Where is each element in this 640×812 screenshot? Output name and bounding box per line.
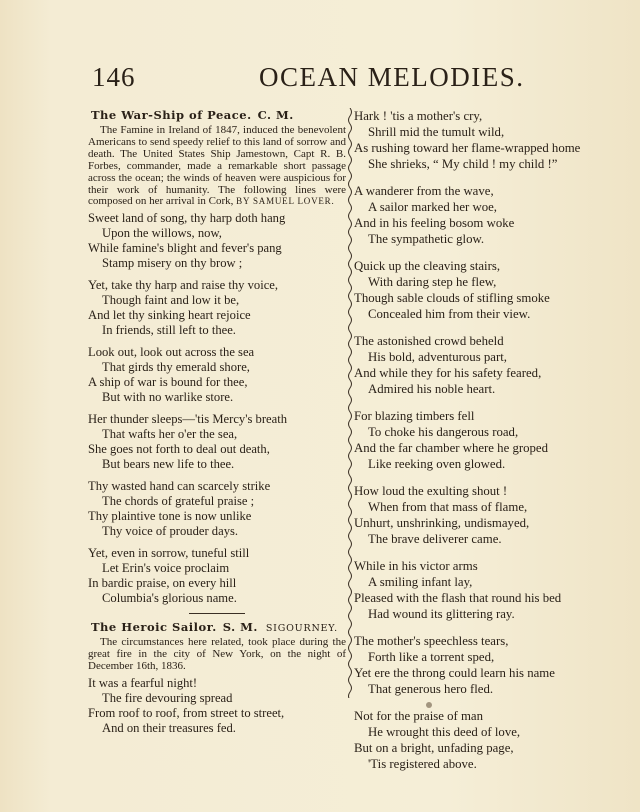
verse-line: Though faint and low it be, bbox=[102, 293, 240, 308]
stanza bbox=[88, 546, 346, 606]
stanza bbox=[354, 708, 626, 772]
verse-line: But bears new life to thee. bbox=[102, 457, 235, 472]
poem2-heading bbox=[91, 620, 346, 634]
verse-line: That girds thy emerald shore, bbox=[102, 360, 250, 375]
ink-spot bbox=[426, 702, 432, 708]
verse-line: Sweet land of song, thy harp doth hang bbox=[88, 211, 286, 226]
verse-line: Had wound its glittering ray. bbox=[368, 607, 515, 621]
verse-line: Forth like a torrent sped, bbox=[368, 650, 495, 664]
poem2-body-left bbox=[88, 676, 346, 736]
column-divider bbox=[346, 108, 354, 698]
verse-line: Not for the praise of man bbox=[354, 709, 483, 723]
verse-line: Pleased with the flash that round his bed bbox=[354, 591, 562, 605]
right-column bbox=[354, 108, 626, 783]
verse-line: For blazing timbers fell bbox=[354, 409, 475, 423]
verse-line: 'Tis registered above. bbox=[368, 757, 477, 771]
verse-line: From roof to roof, from street to street, bbox=[88, 706, 285, 721]
left-column bbox=[88, 108, 346, 743]
running-title: OCEAN MELODIES. bbox=[259, 62, 525, 92]
poem1-note-text: The Famine in Ireland of 1847, induced the benevolent Americans to send speedy relief to this land of sorrow and death. The United States Ship Jamestown, Capt R. B. Forbes, commander, made a remarkable short passage across the ocean; the winds of heaven were auspicious for their work of humanity. The following lines were composed on her arrival in Cork, bbox=[88, 124, 346, 208]
verse-line: Yet, even in sorrow, tuneful still bbox=[88, 546, 250, 561]
verse-line: Upon the willows, now, bbox=[102, 226, 222, 241]
stanza bbox=[354, 633, 626, 697]
stanza bbox=[88, 211, 346, 271]
verse-line: That wafts her o'er the sea, bbox=[102, 427, 238, 442]
stanza bbox=[354, 258, 626, 322]
verse-line: The brave deliverer came. bbox=[368, 532, 502, 546]
verse-line: That generous hero fled. bbox=[368, 682, 494, 696]
verse-line: And while they for his safety feared, bbox=[354, 366, 542, 380]
stanza bbox=[88, 412, 346, 472]
verse-line: A wanderer from the wave, bbox=[354, 184, 494, 198]
stanza bbox=[88, 676, 346, 736]
verse-line: Hark ! 'tis a mother's cry, bbox=[354, 109, 483, 123]
verse-line: A ship of war is bound for thee, bbox=[88, 375, 248, 390]
verse-line: Thy voice of prouder days. bbox=[102, 524, 239, 539]
stanza bbox=[354, 483, 626, 547]
verse-line: Let Erin's voice proclaim bbox=[102, 561, 230, 576]
verse-line: She shrieks, “ My child ! my child !” bbox=[368, 157, 558, 171]
verse-line: The mother's speechless tears, bbox=[354, 634, 509, 648]
verse-line: In friends, still left to thee. bbox=[102, 323, 236, 338]
verse-line: How loud the exulting shout ! bbox=[354, 484, 508, 498]
verse-line: While famine's blight and fever's pang bbox=[88, 241, 282, 256]
verse-line: His bold, adventurous part, bbox=[368, 350, 507, 364]
poem1-body bbox=[88, 211, 346, 606]
verse-line: As rushing toward her flame-wrapped home bbox=[354, 141, 581, 155]
stanza bbox=[354, 558, 626, 622]
verse-line: A sailor marked her woe, bbox=[368, 200, 497, 214]
poem2-meter: S. M. bbox=[222, 620, 258, 635]
verse-line: But on a bright, unfading page, bbox=[354, 741, 514, 755]
verse-line: Columbia's glorious name. bbox=[102, 591, 237, 606]
section-divider-rule bbox=[189, 613, 245, 614]
poem1-title: The War-Ship of Peace. bbox=[91, 108, 252, 122]
stanza bbox=[88, 278, 346, 338]
verse-line: The sympathetic glow. bbox=[368, 232, 485, 246]
page-number: 146 bbox=[92, 62, 136, 92]
verse-line: The fire devouring spread bbox=[102, 691, 233, 706]
poem2-author: SIGOURNEY. bbox=[265, 623, 338, 635]
verse-line: Thy wasted hand can scarcely strike bbox=[88, 479, 271, 494]
verse-line: Though sable clouds of stifling smoke bbox=[354, 291, 550, 305]
verse-line: The chords of grateful praise ; bbox=[102, 494, 255, 509]
verse-line: Unhurt, unshrinking, undismayed, bbox=[354, 516, 530, 530]
verse-line: And in his feeling bosom woke bbox=[354, 216, 515, 230]
verse-line: Concealed him from their view. bbox=[368, 307, 531, 321]
verse-line: Shrill mid the tumult wild, bbox=[368, 125, 505, 139]
poem1-heading bbox=[91, 108, 346, 122]
verse-line: And the far chamber where he groped bbox=[354, 441, 548, 455]
poem1-meter: C. M. bbox=[257, 108, 294, 122]
verse-line: The astonished crowd beheld bbox=[354, 334, 504, 348]
stanza bbox=[88, 345, 346, 405]
verse-line: Quick up the cleaving stairs, bbox=[354, 259, 501, 273]
poem2-body-right bbox=[354, 108, 626, 772]
stanza bbox=[354, 333, 626, 397]
verse-line: Like reeking oven glowed. bbox=[368, 457, 506, 471]
poem1-byline: BY SAMUEL LOVER. bbox=[236, 196, 335, 207]
stanza bbox=[354, 183, 626, 247]
verse-line: In bardic praise, on every hill bbox=[88, 576, 237, 591]
verse-line: But with no warlike store. bbox=[102, 390, 234, 405]
stanza bbox=[354, 108, 626, 172]
poem2-headnote: The circumstances here related, took place during the great fire in the city of New York, on the night of December 16th, 1836. bbox=[88, 636, 346, 673]
verse-line: He wrought this deed of love, bbox=[368, 725, 521, 739]
verse-line: Yet ere the throng could learn his name bbox=[354, 666, 555, 680]
verse-line: Her thunder sleeps—'tis Mercy's breath bbox=[88, 412, 287, 427]
verse-line: And on their treasures fed. bbox=[102, 721, 236, 736]
verse-line: Yet, take thy harp and raise thy voice, bbox=[88, 278, 279, 293]
verse-line: Look out, look out across the sea bbox=[88, 345, 255, 360]
verse-line: Thy plaintive tone is now unlike bbox=[88, 509, 252, 524]
page-header bbox=[92, 62, 620, 102]
verse-line: It was a fearful night! bbox=[88, 676, 198, 691]
verse-line: When from that mass of flame, bbox=[368, 500, 528, 514]
verse-line: Admired his noble heart. bbox=[368, 382, 496, 396]
verse-line: Stamp misery on thy brow ; bbox=[102, 256, 243, 271]
stanza bbox=[354, 408, 626, 472]
verse-line: She goes not forth to deal out death, bbox=[88, 442, 270, 457]
verse-line: To choke his dangerous road, bbox=[368, 425, 519, 439]
verse-line: With daring step he flew, bbox=[368, 275, 497, 289]
stanza bbox=[88, 479, 346, 539]
verse-line: And let thy sinking heart rejoice bbox=[88, 308, 251, 323]
poem2-title: The Heroic Sailor. bbox=[91, 620, 217, 635]
verse-line: While in his victor arms bbox=[354, 559, 478, 573]
poem1-headnote bbox=[88, 125, 346, 208]
verse-line: A smiling infant lay, bbox=[368, 575, 473, 589]
